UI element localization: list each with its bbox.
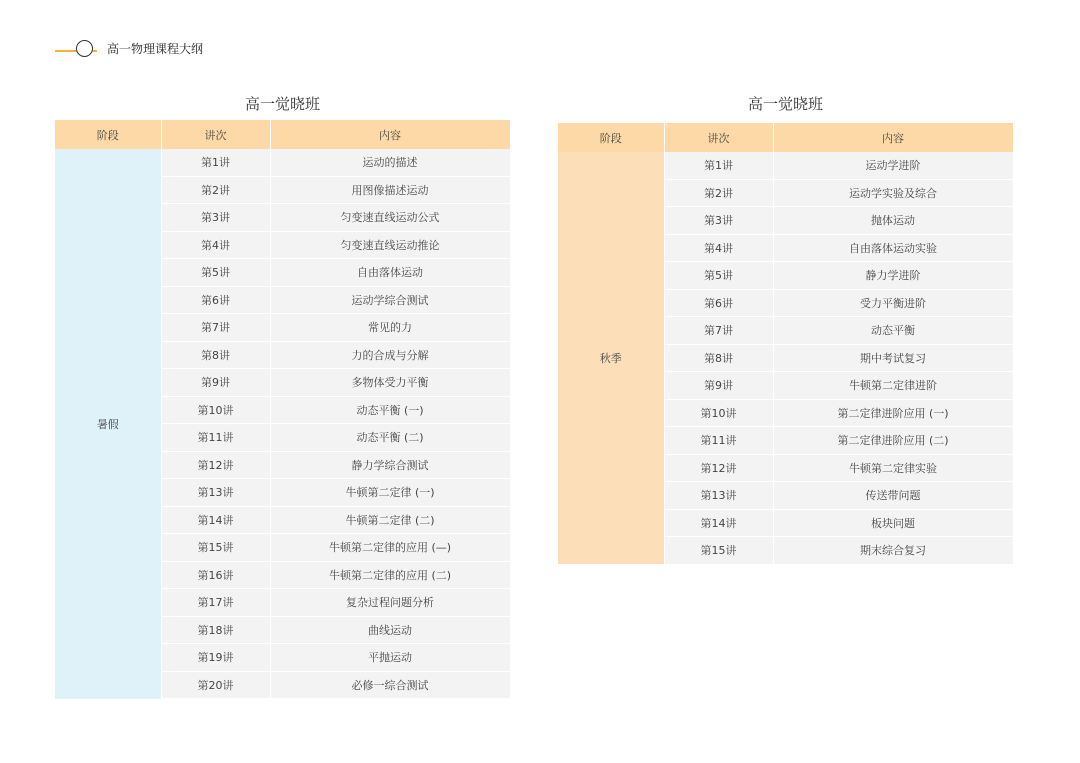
lecture-cell: 第15讲: [664, 537, 773, 565]
lecture-cell: 第9讲: [664, 372, 773, 400]
lecture-cell: 第16讲: [161, 561, 270, 589]
content-cell: 期中考试复习: [773, 344, 1013, 372]
content-cell: 必修一综合测试: [270, 671, 510, 699]
lecture-cell: 第12讲: [664, 454, 773, 482]
column-header-stage: 阶段: [558, 123, 664, 152]
content-cell: 第二定律进阶应用 (二): [773, 427, 1013, 455]
lecture-cell: 第5讲: [664, 262, 773, 290]
table-body: [55, 149, 510, 699]
column-header-lecture: 讲次: [161, 120, 270, 149]
lecture-cell: 第11讲: [664, 427, 773, 455]
content-cell: 牛顿第二定律 (一): [270, 479, 510, 507]
lecture-cell: 第14讲: [161, 506, 270, 534]
content-cell: 期末综合复习: [773, 537, 1013, 565]
lecture-cell: 第14讲: [664, 509, 773, 537]
lecture-cell: 第13讲: [664, 482, 773, 510]
content-cell: 力的合成与分解: [270, 341, 510, 369]
content-cell: 自由落体运动: [270, 259, 510, 287]
lecture-cell: 第11讲: [161, 424, 270, 452]
content-cell: 抛体运动: [773, 207, 1013, 235]
lecture-cell: 第3讲: [664, 207, 773, 235]
lecture-cell: 第6讲: [161, 286, 270, 314]
content-cell: 匀变速直线运动公式: [270, 204, 510, 232]
lecture-cell: 第5讲: [161, 259, 270, 287]
lecture-cell: 第2讲: [161, 176, 270, 204]
table-header-row: [558, 123, 1013, 152]
content-cell: 运动的描述: [270, 149, 510, 176]
page-header: [55, 37, 203, 59]
lecture-cell: 第17讲: [161, 589, 270, 617]
content-cell: 复杂过程问题分析: [270, 589, 510, 617]
content-cell: 动态平衡 (二): [270, 424, 510, 452]
column-header-stage: 阶段: [55, 120, 161, 149]
lecture-cell: 第8讲: [664, 344, 773, 372]
content-cell: 动态平衡 (一): [270, 396, 510, 424]
lecture-cell: 第7讲: [161, 314, 270, 342]
lecture-cell: 第4讲: [161, 231, 270, 259]
stage-cell: 暑假: [55, 149, 161, 699]
content-cell: 运动学综合测试: [270, 286, 510, 314]
lecture-cell: 第8讲: [161, 341, 270, 369]
table-row: [558, 152, 1013, 179]
lecture-cell: 第15讲: [161, 534, 270, 562]
content-cell: 自由落体运动实验: [773, 234, 1013, 262]
lecture-cell: 第19讲: [161, 644, 270, 672]
content-cell: 牛顿第二定律的应用 (二): [270, 561, 510, 589]
page-title: 高一物理课程大纲: [107, 41, 204, 56]
lecture-cell: 第9讲: [161, 369, 270, 397]
lecture-cell: 第7讲: [664, 317, 773, 345]
column-header-content: 内容: [270, 120, 510, 149]
autumn-course-table: [558, 93, 1013, 565]
stage-cell: 秋季: [558, 152, 664, 564]
table-body: [558, 152, 1013, 564]
lecture-cell: 第10讲: [664, 399, 773, 427]
content-cell: 常见的力: [270, 314, 510, 342]
content-cell: 多物体受力平衡: [270, 369, 510, 397]
lecture-cell: 第6讲: [664, 289, 773, 317]
content-cell: 动态平衡: [773, 317, 1013, 345]
content-cell: 用图像描述运动: [270, 176, 510, 204]
lecture-cell: 第1讲: [161, 149, 270, 176]
summer-course-table: [55, 93, 510, 699]
content-cell: 牛顿第二定律 (二): [270, 506, 510, 534]
content-cell: 传送带问题: [773, 482, 1013, 510]
content-cell: 第二定律进阶应用 (一): [773, 399, 1013, 427]
content-cell: 匀变速直线运动推论: [270, 231, 510, 259]
content-cell: 静力学进阶: [773, 262, 1013, 290]
table-header-row: [55, 120, 510, 149]
column-header-lecture: 讲次: [664, 123, 773, 152]
lecture-cell: 第4讲: [664, 234, 773, 262]
content-cell: 牛顿第二定律的应用 (—): [270, 534, 510, 562]
content-cell: 受力平衡进阶: [773, 289, 1013, 317]
content-cell: 板块问题: [773, 509, 1013, 537]
content-cell: 曲线运动: [270, 616, 510, 644]
lecture-cell: 第10讲: [161, 396, 270, 424]
lecture-cell: 第13讲: [161, 479, 270, 507]
lecture-cell: 第18讲: [161, 616, 270, 644]
lecture-cell: 第12讲: [161, 451, 270, 479]
column-header-content: 内容: [773, 123, 1013, 152]
table-row: [55, 149, 510, 176]
content-cell: 平抛运动: [270, 644, 510, 672]
lecture-cell: 第1讲: [664, 152, 773, 179]
table-title: 高一觉晓班: [747, 95, 823, 113]
schedule-table: [558, 123, 1014, 565]
content-cell: 牛顿第二定律进阶: [773, 372, 1013, 400]
content-cell: 运动学实验及综合: [773, 179, 1013, 207]
lecture-cell: 第3讲: [161, 204, 270, 232]
content-cell: 运动学进阶: [773, 152, 1013, 179]
lecture-cell: 第20讲: [161, 671, 270, 699]
logo-icon: [55, 37, 97, 59]
content-cell: 静力学综合测试: [270, 451, 510, 479]
table-title: 高一觉晓班: [244, 95, 320, 113]
schedule-table: [55, 120, 511, 699]
content-cell: 牛顿第二定律实验: [773, 454, 1013, 482]
lecture-cell: 第2讲: [664, 179, 773, 207]
